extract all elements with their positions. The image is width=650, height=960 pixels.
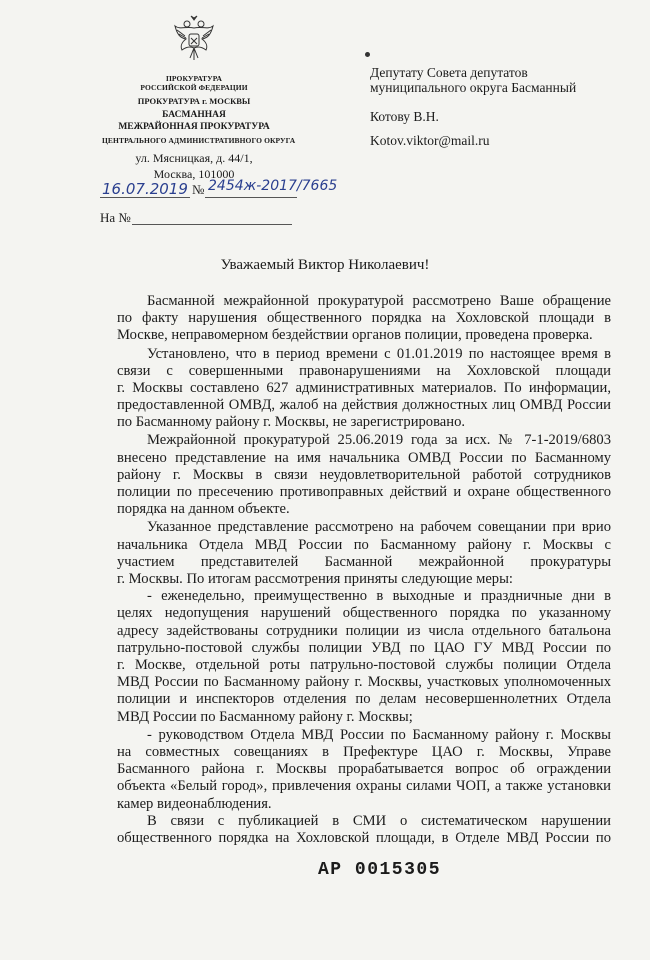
body-line: МВД России по Басманному району г. Москвы, участковых уполномоченных [117,674,611,690]
reference-label: На № [100,210,131,225]
address-line-2: Москва, 101000 [153,167,235,181]
body-line: по факту нарушения общественного порядка на Хохловской площади в [117,310,611,326]
body-line: связи с совершенными правонарушениями на Хохловской площади [117,363,611,379]
body-line: г. Москвы. По итогам рассмотрения приняты следующие меры: [117,571,513,587]
recipient-email: Kotov.viktor@mail.ru [370,133,490,148]
body-line: В связи с публикацией в СМИ о систематическом нарушении [147,813,611,829]
serial-number-stamp: АР 0015305 [318,860,442,880]
body-line: на совместных совещаниях в Префектуре ЦАО г. Москвы, Управе [117,744,611,760]
body-line: целях недопущения нарушений общественного порядка по указанному [117,605,611,621]
recipient-line-2: муниципального округа Басманный [370,80,577,95]
body-line: - еженедельно, преимущественно в выходные и праздничные дни в [147,588,611,604]
body-line: Установлено, что в период времени с 01.01.2019 по настоящее время в [147,346,611,362]
org-line-3: ПРОКУРАТУРА г. МОСКВЫ [137,96,251,106]
coat-of-arms-icon [172,14,216,64]
body-line: предоставленной ОМВД, жалоб на действия должностных лиц ОМВД России [117,397,611,413]
body-line: Басманной межрайонной прокуратурой рассмотрено Ваше обращение [147,293,611,309]
body-line: Москве, неправомерном бездействии органов полиции, проведена проверка. [117,327,593,343]
org-line-6: ЦЕНТРАЛЬНОГО АДМИНИСТРАТИВНОГО ОКРУГА [102,136,296,145]
org-line-4: БАСМАННАЯ [162,110,226,120]
body-line: участием представителей Басманной межрайонной прокуратуры [117,554,611,570]
reference-underline [132,224,292,225]
body-line: объекта «Белый город», привлечения охраны силами ЧОП, а также установки [117,778,611,794]
body-line: полиции и инспекторов отделения по делам несовершеннолетних Отдела [117,691,611,707]
address-line-1: ул. Мясницкая, д. 44/1, [135,151,253,165]
body-line: МВД России по Басманному району г. Москвы; [117,709,413,725]
body-line: - руководством Отдела МВД России по Басманному району г. Москвы [147,727,611,743]
recipient-name: Котову В.Н. [370,109,439,124]
body-line: внесено представление на имя начальника ОМВД России по Басманному [117,450,611,466]
number-handwritten: 2454ж-2017/7665 [208,178,338,194]
body-line: полиции по пресечению противоправных действий и охране общественного [117,484,611,500]
greeting: Уважаемый Виктор Николаевич! [220,257,430,273]
number-underline [205,197,297,198]
number-label: № [192,182,205,197]
recipient-line-1: Депутату Совета депутатов [370,65,528,80]
body-line: району г. Москвы в связи неудовлетворительной работой сотрудников [117,467,611,483]
body-line: патрульно-постовой службы полиции УВД по ЦАО ГУ МВД России по [117,640,611,656]
body-line: Басманного района г. Москвы прорабатывается вопрос об ограждении [117,761,611,777]
body-line: по Басманному району г. Москвы, не зарегистрировано. [117,414,466,430]
body-line: адресу задействованы сотрудники полиции из числа отдельного батальона [117,623,611,639]
body-line: общественного порядка на Хохловской площади, в Отделе МВД России по [117,830,611,846]
org-line-2: РОССИЙСКОЙ ФЕДЕРАЦИИ [140,83,248,92]
body-line: г. Москвы составлено 627 административных материалов. По информации, [117,380,611,396]
body-line: Указанное представление рассмотрено на рабочем совещании при врио [147,519,611,535]
body-line: Межрайонной прокуратурой 25.06.2019 года за исх. № 7-1-2019/6803 [147,432,611,448]
org-line-5: МЕЖРАЙОННАЯ ПРОКУРАТУРА [118,122,270,132]
body-line: порядка на данном объекте. [117,501,290,517]
body-line: начальника Отдела МВД России по Басманному району г. Москвы с [117,537,611,553]
date-handwritten: 16.07.2019 [102,180,188,198]
body-line: камер видеонаблюдения. [117,796,272,812]
body-line: г. Москве, отдельной роты патрульно-постовой службы полиции Отдела [117,657,611,673]
org-line-1: ПРОКУРАТУРА [165,74,223,83]
ink-dot [365,52,370,57]
